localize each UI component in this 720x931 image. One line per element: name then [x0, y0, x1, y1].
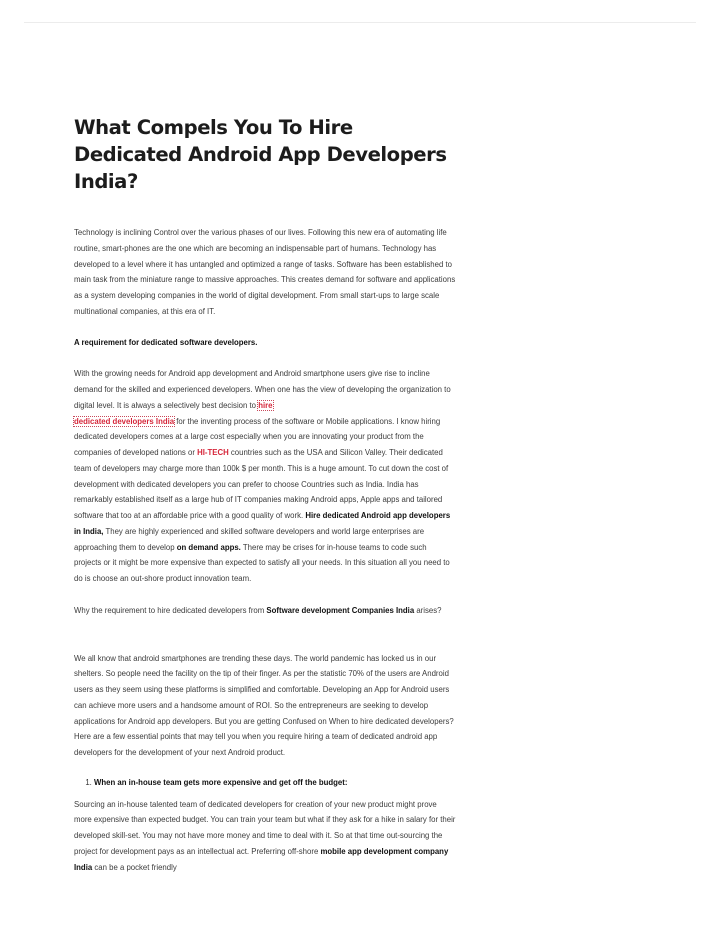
article-body	[74, 114, 456, 875]
paragraph-text: Sourcing an in-house talented team of dedicated developers for creation of your new product might prove more expensive than expected budget. You can train your team but what if they ask for a hike in salary for their developed skill-set. You may not have more money and time to deal with it. So at that time out-sourcing the project for development pays as an intellectual act. Preferring off-shore	[74, 799, 456, 856]
bold-phrase: mobile app development company India	[74, 846, 449, 872]
android-trend-paragraph: We all know that android smartphones are trending these days. The world pandemic has locked us in our shelters. So people need the facility on the tip of their finger. As per the statistic 70% of the users are Android users as they seem using these platforms is simplified and comfortable. Developing an App for Android users can achieve more users and a handsome amount of ROI. So the entrepreneurs are seeking to develop applications for Android app developers. But you are getting Confused on When to hire dedicated developers? Here are a few essential points that may tell you when you require hiring a team of dedicated android app developers for the development of your next Android product.	[74, 653, 454, 757]
bold-phrase: Hire dedicated Android app developers in India,	[74, 511, 451, 536]
paragraph-text: for the inventing process of the software or Mobile applications. I know hiring dedicated developers comes at a large cost especially when you are innovating your product from the companies of developed nations or	[74, 416, 441, 457]
hire-link-part1[interactable]: hire	[258, 400, 273, 410]
paragraph-text: They are highly experienced and skilled software developers and world large enterprises are approaching them to develop	[74, 526, 425, 552]
page-title: What Compels You To Hire Dedicated Android App Developers India?	[74, 116, 447, 193]
requirement-paragraph	[74, 366, 456, 587]
hi-tech-link[interactable]: HI-TECH	[197, 448, 229, 457]
why-requirement-paragraph	[74, 603, 456, 619]
hire-dedicated-developers-link[interactable]: dedicated developers India	[74, 416, 175, 426]
list-item: 1. When an in-house team gets more expensive and get off the budget:	[94, 775, 456, 791]
paragraph-text: Why the requirement to hire dedicated developers from	[74, 605, 267, 615]
paragraph-text: countries such as the USA and Silicon Valley. Their dedicated team of developers may charge more than 100k $ per month. This is a huge amount. To cut down the cost of development with dedicated developers you can prefer to choose Countries such as India. India has remarkably established itself as a large hub of IT companies making Android apps, Apple apps and tailored software that too at an affordable price with a good quality of work.	[74, 448, 449, 520]
header-divider	[24, 22, 696, 23]
bold-phrase: Software development Companies India	[266, 605, 415, 615]
paragraph-text: can be a pocket friendly	[92, 862, 177, 872]
paragraph-text: arises?	[414, 605, 442, 615]
reasons-list	[74, 775, 456, 791]
in-house-cost-paragraph	[74, 797, 456, 876]
intro-paragraph: Technology is inclining Control over the various phases of our lives. Following this new era of automating life routine, smart-phones are the one which are becoming an indispensable part of humans. Technology has developed to a level where it has untangled and optimized a range of tasks. Software has been established to main task from the miniature range to massive approaches. This creates demand for software and applications as a system developing companies in the world of digital development. From small start-ups to large scale multinational companies, at this era of IT.	[74, 228, 456, 316]
paragraph-text: There may be crises for in-house teams to code such projects or it might be more expensive than expected to satisfy all your needs. In this situation all you need to do is choose an out-shore product innovation team.	[74, 542, 450, 583]
paragraph-text: With the growing needs for Android app development and Android smartphone users give rise to incline demand for the skilled and experienced developers. When one has the view of developing the organization to digital level. It is always a selectively best decision to	[74, 369, 451, 410]
bold-phrase: on demand apps.	[176, 542, 241, 552]
requirement-heading: A requirement for dedicated software developers.	[74, 337, 258, 347]
